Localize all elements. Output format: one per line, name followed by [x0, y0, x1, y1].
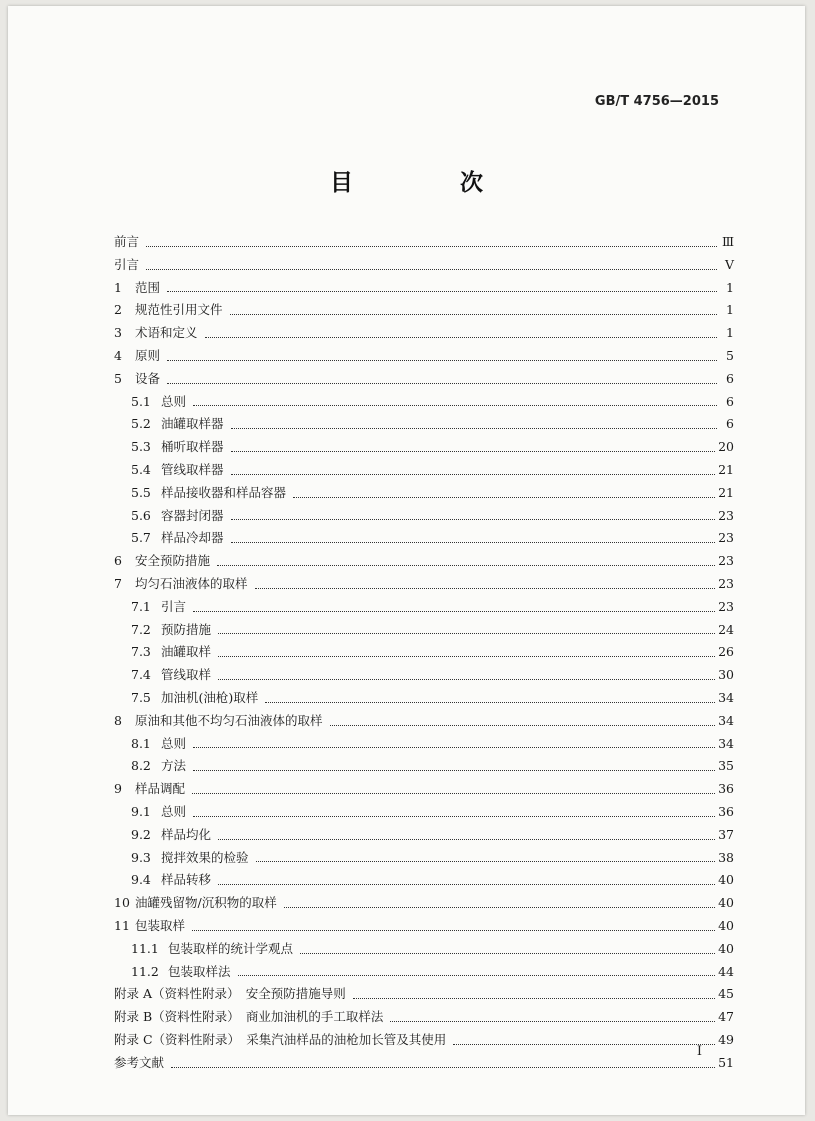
toc-entry-page: 6	[726, 393, 734, 409]
toc-entry[interactable]	[114, 642, 734, 665]
toc-entry[interactable]	[114, 711, 734, 734]
dot-leader	[330, 725, 716, 726]
toc-entry-page: 23	[718, 575, 734, 591]
toc-entry-number: 10	[114, 895, 130, 911]
toc-entry-page: 6	[726, 416, 734, 432]
toc-entry[interactable]	[114, 984, 734, 1007]
dot-leader	[193, 770, 715, 771]
dot-leader	[205, 337, 717, 338]
toc-entry-label: 容器封闭器	[161, 507, 224, 523]
dot-leader	[167, 291, 717, 292]
toc-entry[interactable]	[114, 437, 734, 460]
dot-leader	[218, 884, 715, 885]
toc-entry-number: 7.1	[131, 598, 151, 614]
toc-entry-page: 51	[718, 1054, 734, 1070]
toc-entry-label: 前言	[114, 234, 140, 249]
dot-leader	[230, 314, 717, 315]
toc-entry-page: 34	[718, 689, 734, 705]
toc-entry-page: 5	[726, 347, 734, 363]
toc-entry[interactable]	[114, 597, 734, 620]
toc-entry-label: 样品接收器和样品容器	[161, 484, 287, 500]
toc-entry[interactable]	[114, 962, 734, 985]
toc-entry-label: 安全预防措施	[135, 553, 211, 569]
toc-entry[interactable]	[114, 848, 734, 871]
document-page	[8, 6, 805, 1115]
toc-entry-page: 40	[718, 872, 734, 888]
toc-entry-page: 37	[718, 826, 734, 842]
toc-entry-label: 方法	[161, 758, 187, 774]
toc-entry-number: 5	[114, 370, 122, 386]
toc-entry-label: 包装取样	[135, 917, 186, 933]
toc-entry-label: 管线取样器	[161, 461, 224, 477]
toc-entry[interactable]	[114, 323, 734, 346]
toc-entry-label: 参考文献	[114, 1054, 165, 1070]
dot-leader	[167, 383, 717, 384]
toc-entry-number: 7	[114, 575, 122, 591]
dot-leader	[390, 1021, 715, 1022]
toc-entry-page: 47	[718, 1009, 734, 1025]
toc-entry-number: 7.3	[131, 644, 151, 660]
toc-entry-label: 附录 B（资料性附录） 商业加油机的手工取样法	[114, 1009, 384, 1025]
dot-leader	[231, 474, 716, 475]
toc-entry[interactable]	[114, 1053, 734, 1076]
toc-entry-number: 9.1	[131, 803, 151, 819]
toc-entry-number: 11	[114, 917, 130, 933]
dot-leader	[293, 497, 715, 498]
toc-entry-number: 9.3	[131, 849, 151, 865]
toc-entry-label: 样品冷却器	[161, 530, 224, 546]
toc-entry-label: 范围	[135, 279, 161, 295]
toc-entry-page: 23	[718, 530, 734, 546]
dot-leader	[238, 975, 716, 976]
dot-leader	[193, 747, 715, 748]
toc-entry[interactable]	[114, 346, 734, 369]
toc-entry[interactable]	[114, 392, 734, 415]
toc-entry-page: 40	[718, 940, 734, 956]
dot-leader	[265, 702, 715, 703]
toc-entry-label: 桶听取样器	[161, 439, 224, 455]
toc-entry-number: 5.6	[131, 507, 151, 523]
toc-entry-page: 36	[718, 803, 734, 819]
toc-entry-page: 20	[718, 439, 734, 455]
toc-entry[interactable]	[114, 939, 734, 962]
dot-leader	[453, 1044, 715, 1045]
toc-entry-number: 4	[114, 347, 122, 363]
toc-entry-label: 原则	[135, 347, 161, 363]
toc-entry[interactable]	[114, 756, 734, 779]
toc-entry-label: 总则	[161, 735, 187, 751]
toc-entry-label: 引言	[114, 256, 140, 272]
toc-entry-page: 38	[718, 849, 734, 865]
toc-entry-label: 包装取样的统计学观点	[168, 940, 294, 956]
toc-entry-page: 1	[726, 325, 734, 341]
dot-leader	[231, 542, 716, 543]
toc-entry[interactable]	[114, 460, 734, 483]
toc-entry-label: 油罐取样	[161, 644, 212, 660]
toc-entry-page: 6	[726, 370, 734, 386]
toc-entry-label: 总则	[161, 393, 187, 409]
toc-entry-number: 5.3	[131, 439, 151, 455]
toc-entry-label: 管线取样	[161, 667, 212, 683]
toc-entry-number: 3	[114, 325, 122, 341]
toc-entry[interactable]	[114, 551, 734, 574]
dot-leader	[255, 588, 716, 589]
toc-entry-label: 均匀石油液体的取样	[135, 575, 248, 591]
toc-entry-page: 1	[726, 302, 734, 318]
toc-entry-number: 11.1	[131, 940, 159, 956]
toc-entry-page: 40	[718, 917, 734, 933]
toc-entry-number: 8.2	[131, 758, 151, 774]
toc-entry-number: 5.2	[131, 416, 151, 432]
toc-entry-number: 8	[114, 712, 122, 728]
dot-leader	[217, 565, 715, 566]
toc-entry-number: 7.5	[131, 689, 151, 705]
toc-entry-number: 9	[114, 781, 122, 797]
toc-entry[interactable]	[114, 414, 734, 437]
toc-entry-page: 35	[718, 758, 734, 774]
toc-entry-label: 包装取样法	[168, 963, 231, 979]
toc-entry[interactable]	[114, 278, 734, 301]
toc-entry-label: 原油和其他不均匀石油液体的取样	[135, 712, 323, 728]
dot-leader	[193, 816, 715, 817]
standard-code: GB/T 4756—2015	[594, 94, 719, 109]
page-number: I	[696, 1044, 702, 1059]
toc-entry-label: 总则	[161, 803, 187, 819]
toc-entry[interactable]	[114, 620, 734, 643]
toc-entry[interactable]	[114, 300, 734, 323]
toc-entry-number: 11.2	[131, 963, 159, 979]
dot-leader	[192, 930, 715, 931]
toc-entry-label: 样品调配	[135, 781, 186, 797]
toc-entry-page: 23	[718, 507, 734, 523]
toc-entry-label: 预防措施	[161, 621, 212, 637]
toc-entry[interactable]	[114, 825, 734, 848]
page-title: 目 次	[330, 169, 525, 196]
toc-entry[interactable]	[114, 688, 734, 711]
toc-entry[interactable]	[114, 870, 734, 893]
dot-leader	[171, 1067, 715, 1068]
toc-entry-page: 23	[718, 598, 734, 614]
toc-entry-page: Ⅴ	[724, 256, 734, 272]
dot-leader	[300, 953, 715, 954]
toc-entry-page: 40	[718, 895, 734, 911]
toc-entry[interactable]	[114, 893, 734, 916]
table-of-contents	[114, 232, 734, 1075]
toc-entry-number: 9.4	[131, 872, 151, 888]
toc-entry[interactable]	[114, 1030, 734, 1053]
toc-entry-label: 设备	[135, 370, 161, 386]
toc-entry[interactable]	[114, 802, 734, 825]
dot-leader	[218, 839, 715, 840]
dot-leader	[193, 405, 717, 406]
toc-entry-page: 49	[718, 1031, 734, 1047]
toc-entry-number: 8.1	[131, 735, 151, 751]
toc-entry-number: 5.7	[131, 530, 151, 546]
dot-leader	[284, 907, 715, 908]
toc-entry[interactable]	[114, 506, 734, 529]
toc-entry-label: 油罐取样器	[161, 416, 224, 432]
toc-entry[interactable]	[114, 734, 734, 757]
toc-entry[interactable]	[114, 665, 734, 688]
dot-leader	[256, 861, 716, 862]
toc-entry-page: Ⅲ	[721, 234, 734, 249]
toc-entry[interactable]	[114, 574, 734, 597]
toc-entry-page: 24	[718, 621, 734, 637]
dot-leader	[193, 611, 715, 612]
toc-entry-number: 5.1	[131, 393, 151, 409]
toc-entry-label: 油罐残留物/沉积物的取样	[135, 895, 277, 911]
toc-entry-number: 5.4	[131, 461, 151, 477]
toc-entry-label: 引言	[161, 598, 187, 614]
dot-leader	[146, 269, 717, 270]
toc-entry[interactable]	[114, 1007, 734, 1030]
toc-entry-label: 术语和定义	[135, 325, 198, 341]
toc-entry-page: 21	[718, 461, 734, 477]
dot-leader	[353, 998, 715, 999]
toc-entry-page: 45	[718, 986, 734, 1002]
dot-leader	[167, 360, 717, 361]
dot-leader	[192, 793, 715, 794]
toc-entry-number: 6	[114, 553, 122, 569]
toc-entry-page: 21	[718, 484, 734, 500]
toc-entry-page: 26	[718, 644, 734, 660]
toc-entry[interactable]	[114, 232, 734, 255]
toc-entry[interactable]	[114, 255, 734, 278]
toc-entry[interactable]	[114, 369, 734, 392]
toc-entry[interactable]	[114, 779, 734, 802]
toc-entry-number: 9.2	[131, 826, 151, 842]
toc-entry-label: 样品均化	[161, 826, 212, 842]
dot-leader	[218, 679, 715, 680]
toc-entry[interactable]	[114, 528, 734, 551]
toc-entry-number: 2	[114, 302, 122, 318]
toc-entry-number: 7.2	[131, 621, 151, 637]
toc-entry-label: 规范性引用文件	[135, 302, 223, 318]
toc-entry-label: 附录 A（资料性附录） 安全预防措施导则	[114, 986, 346, 1002]
toc-entry[interactable]	[114, 483, 734, 506]
dot-leader	[231, 519, 716, 520]
dot-leader	[218, 633, 715, 634]
toc-entry-label: 附录 C（资料性附录） 采集汽油样品的油枪加长管及其使用	[114, 1031, 447, 1047]
dot-leader	[231, 451, 716, 452]
toc-entry-label: 加油机(油枪)取样	[161, 689, 259, 705]
toc-entry-page: 30	[718, 667, 734, 683]
toc-entry-page: 23	[718, 553, 734, 569]
dot-leader	[146, 246, 717, 247]
toc-entry-page: 36	[718, 781, 734, 797]
toc-entry-page: 1	[726, 279, 734, 295]
toc-entry-label: 样品转移	[161, 872, 212, 888]
toc-entry[interactable]	[114, 916, 734, 939]
toc-entry-label: 搅拌效果的检验	[161, 849, 249, 865]
toc-entry-number: 7.4	[131, 667, 151, 683]
toc-entry-page: 34	[718, 735, 734, 751]
toc-entry-page: 34	[718, 712, 734, 728]
toc-entry-number: 1	[114, 279, 122, 295]
dot-leader	[218, 656, 715, 657]
toc-entry-number: 5.5	[131, 484, 151, 500]
toc-entry-page: 44	[718, 963, 734, 979]
dot-leader	[231, 428, 717, 429]
